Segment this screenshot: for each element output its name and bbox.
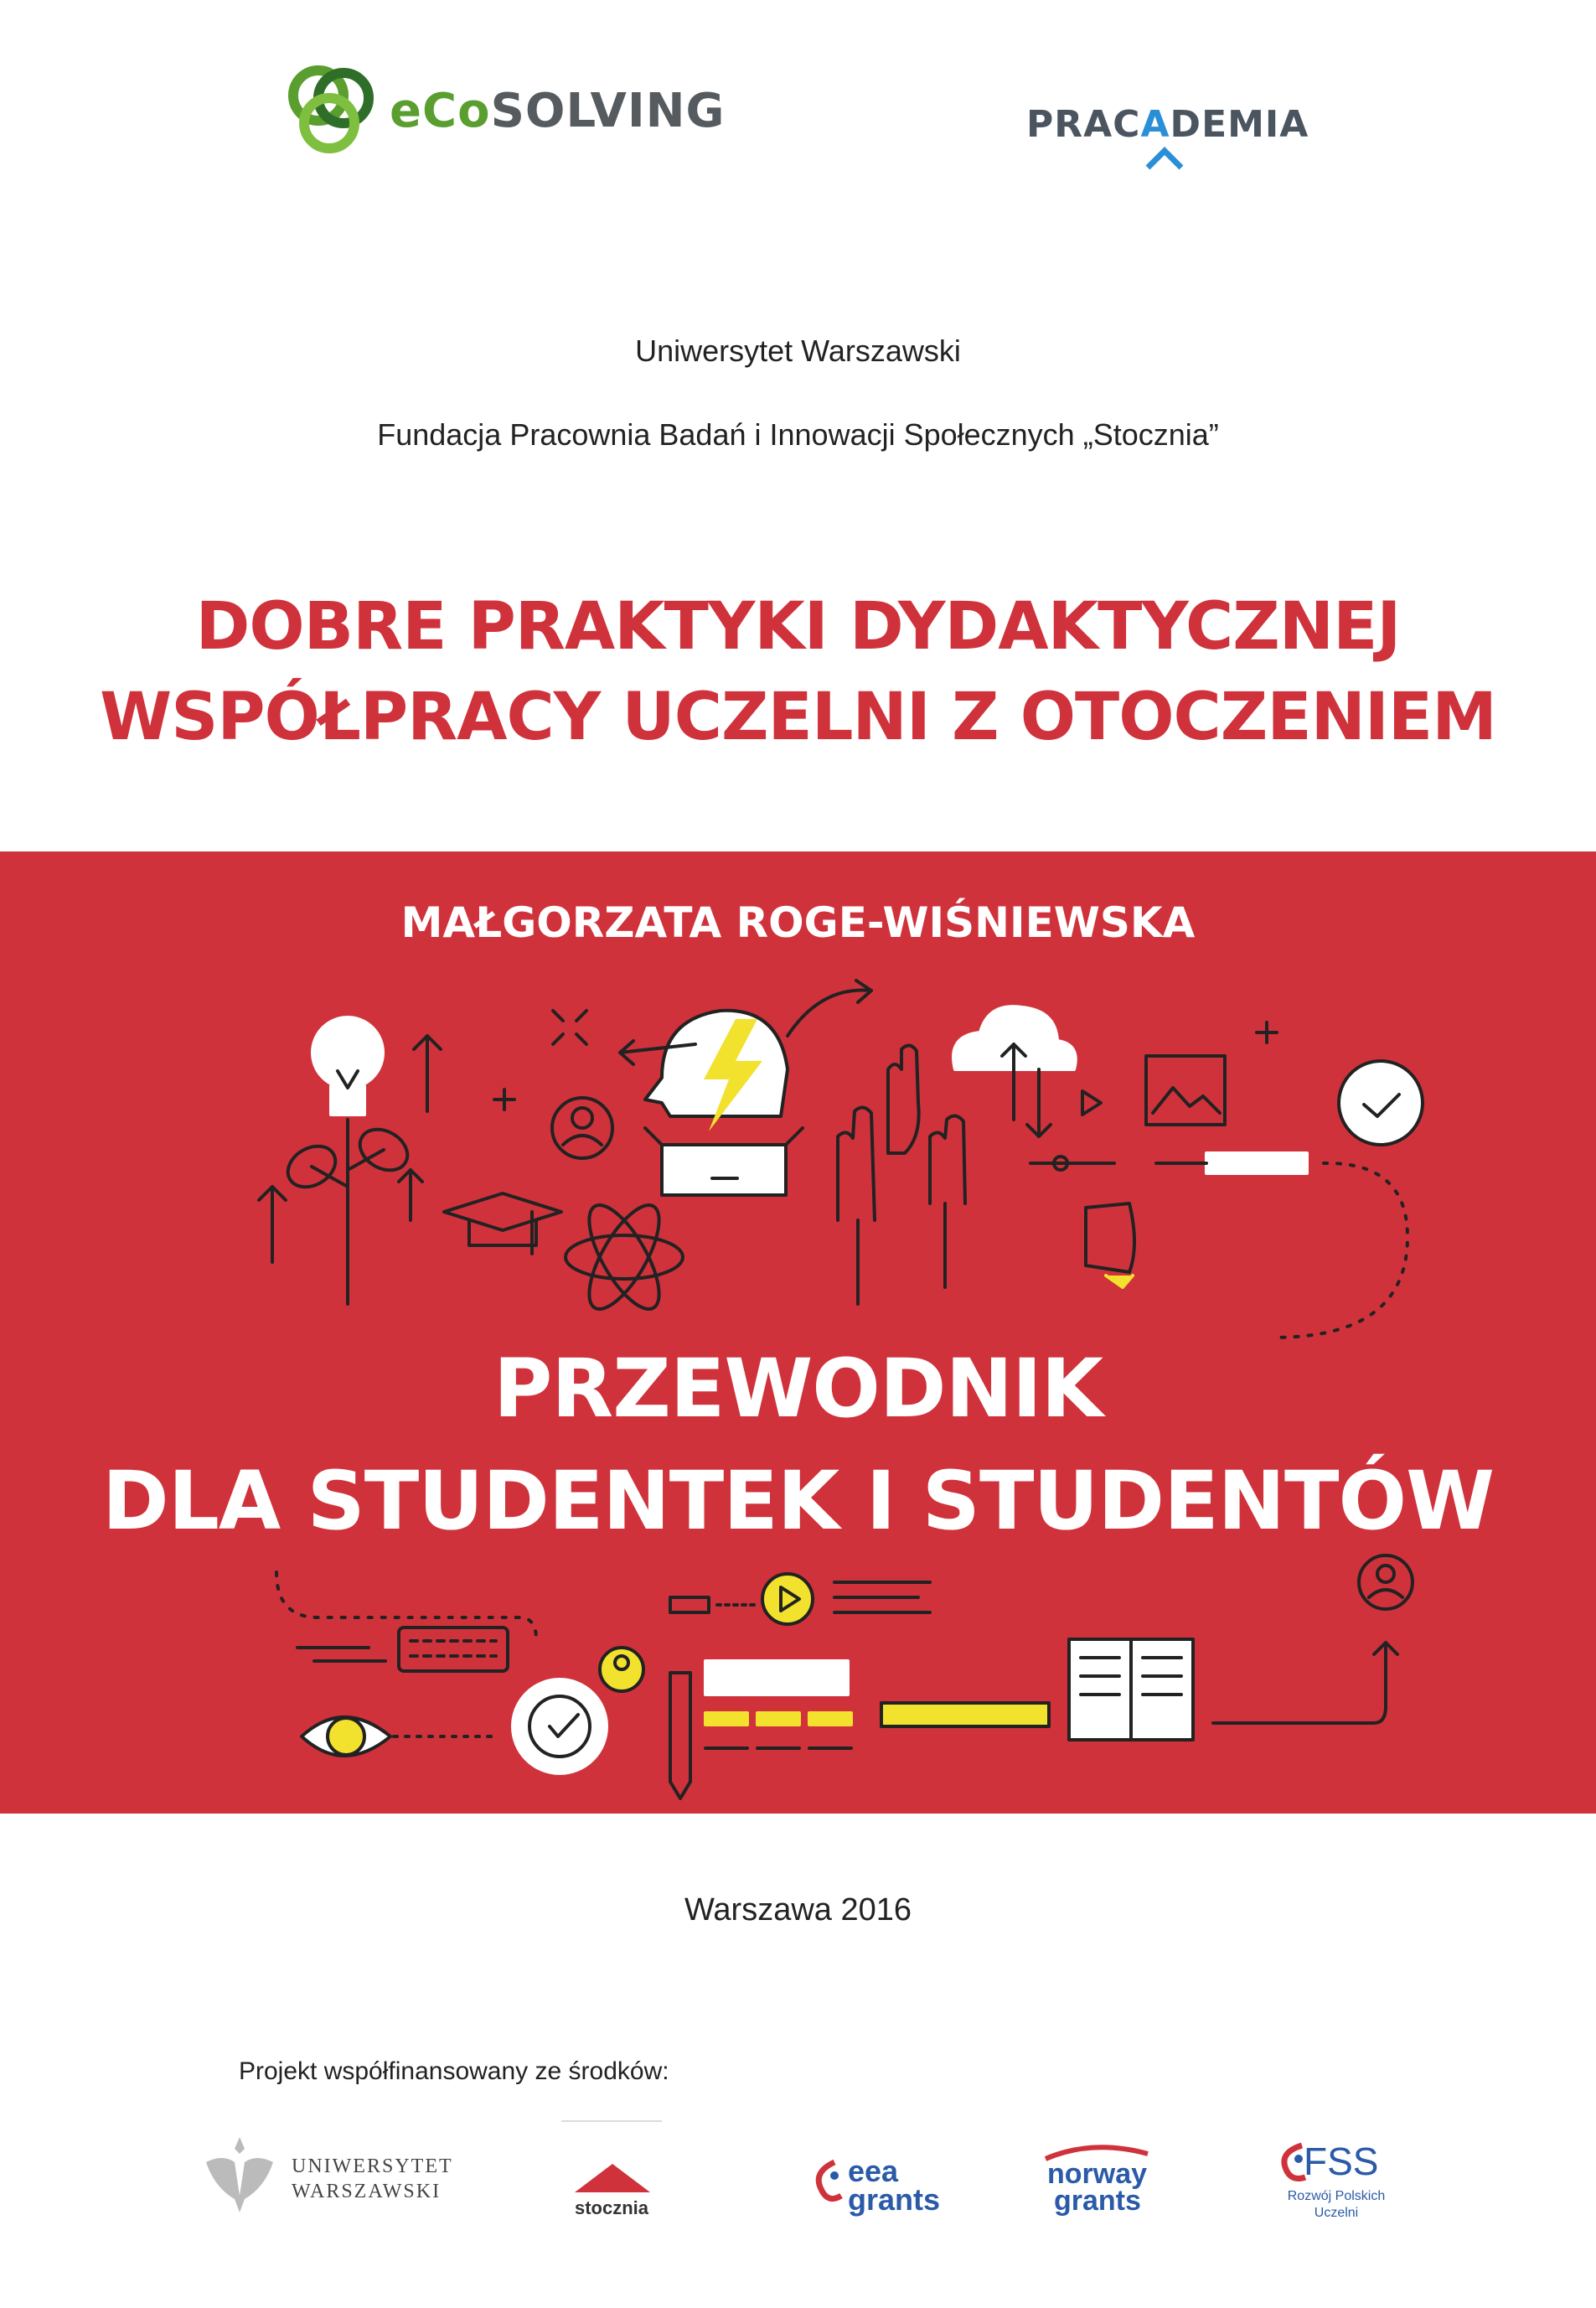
funding-label: Projekt współfinansowany ze środków: xyxy=(239,2057,669,2085)
sponsor-uw-line1: UNIWERSYTET xyxy=(292,2155,453,2177)
sponsor-uw-logo xyxy=(198,2120,453,2229)
sponsor-stocznia-name: stocznia xyxy=(574,2197,649,2218)
sponsor-fss-name: FSS xyxy=(1304,2140,1379,2183)
stocznia-caption-lines xyxy=(561,2120,662,2150)
ecosolving-knot-icon xyxy=(281,60,381,161)
sponsor-fss-logo xyxy=(1273,2120,1399,2229)
sponsor-norway-line1: norway xyxy=(1047,2158,1148,2190)
main-title-line2: WSPÓŁPRACY UCZELNI Z OTOCZENIEM xyxy=(100,680,1496,755)
sponsor-fss-line2: Uczelni xyxy=(1314,2206,1359,2220)
guide-title-line2: DLA STUDENTEK I STUDENTÓW xyxy=(102,1454,1494,1548)
sponsor-uw-line2: WARSZAWSKI xyxy=(292,2181,442,2202)
ecosolving-wordmark: eCoSOLVING xyxy=(390,84,726,138)
sponsor-eea-logo xyxy=(804,2120,947,2229)
institution-university: Uniwersytet Warszawski xyxy=(635,334,961,368)
pracademia-wordmark: PRACADEMIA xyxy=(1026,103,1309,146)
author-name: MAŁGORZATA ROGE-WIŚNIEWSKA xyxy=(400,898,1196,947)
place-and-year: Warszawa 2016 xyxy=(684,1892,912,1928)
guide-title-line1: PRZEWODNIK xyxy=(493,1342,1103,1436)
main-title-line1: DOBRE PRAKTYKI DYDAKTYCZNEJ xyxy=(195,589,1401,665)
eagle-emblem-icon xyxy=(198,2129,281,2221)
ecosolving-logo xyxy=(281,60,733,169)
cover-banner xyxy=(0,851,1596,1814)
sponsor-stocznia-logo xyxy=(553,2120,687,2229)
institution-foundation: Fundacja Pracownia Badań i Innowacji Społecznych „Stocznia” xyxy=(377,417,1219,452)
sponsor-fss-line1: Rozwój Polskich xyxy=(1287,2189,1386,2203)
guide-title xyxy=(0,1333,1596,1557)
main-title xyxy=(0,582,1596,763)
sponsor-norway-line2: grants xyxy=(1054,2185,1141,2217)
eea-swoosh-icon xyxy=(809,2155,846,2214)
sponsor-eea-line2: grants xyxy=(848,2182,941,2217)
sponsor-norway-logo xyxy=(1042,2120,1168,2229)
stocznia-roof-icon xyxy=(566,2162,659,2196)
pracademia-arrow-icon xyxy=(1144,147,1185,172)
sponsor-eea-line1: eea xyxy=(848,2154,899,2188)
pracademia-logo xyxy=(1026,71,1328,172)
